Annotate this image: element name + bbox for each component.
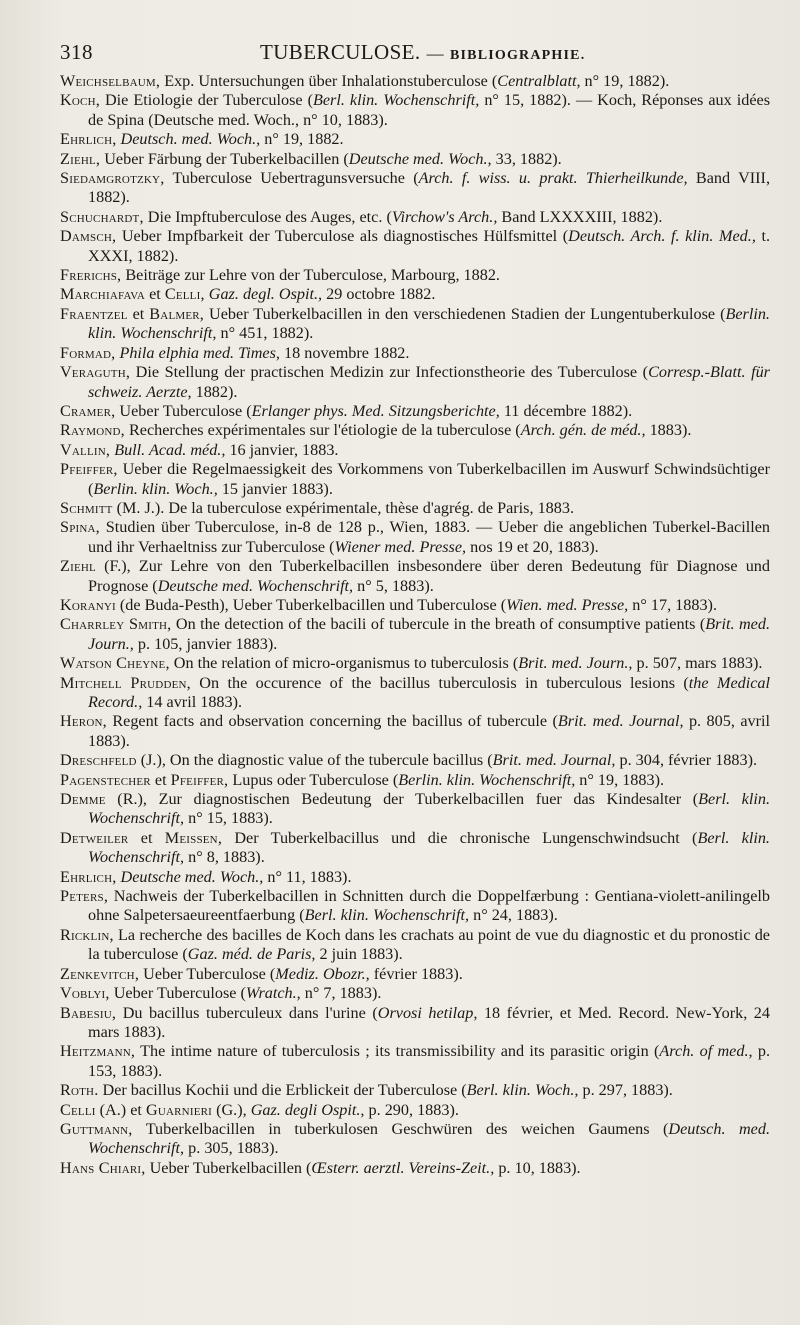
entry-text: On the occurence of the bacillus tuberculosis in tuberculous lesions (	[190, 673, 689, 692]
entry-text: 18 février, et Med. Record. New-York, 24 mars 1883).	[88, 1003, 770, 1041]
entry-author: Siedamgrotzky,	[60, 169, 165, 188]
entry-text: Recherches expérimentales sur l'étiologie de la tuberculose (	[124, 421, 521, 440]
entry-source: Brit. med. Journal,	[492, 751, 616, 770]
title-separator: —	[426, 44, 444, 63]
entry-text: t. XXXI, 1882).	[88, 227, 770, 265]
entry-source: Brit. med. Journal,	[557, 712, 684, 731]
entry-source: Brit. med. Journ.,	[518, 654, 633, 673]
entry-author: Heron,	[60, 712, 107, 731]
entry-text: p. 153, 1883).	[88, 1042, 770, 1080]
entry-text: n° 17, 1883).	[628, 595, 717, 614]
entry-source: Berlin. klin. Wochenschrift,	[88, 304, 770, 343]
entry-text: 2 juin 1883).	[315, 945, 403, 964]
entry-author: Dreschfeld	[60, 751, 137, 770]
entry-author: Raymond,	[60, 421, 125, 440]
entry-text: La recherche des bacilles de Koch dans les crachats au point de vue du diagnostic et du pronostic de la tuberculose (	[88, 925, 770, 964]
entry-author: Ehrlich,	[60, 130, 117, 149]
entry-text: (A.) et	[95, 1100, 146, 1119]
bibliography-entry	[60, 751, 770, 770]
entry-source: Virchow's Arch.,	[391, 207, 498, 226]
bibliography-entry	[60, 91, 770, 130]
bibliography-entry	[60, 72, 770, 91]
entry-text: (R.), Zur diagnostischen Bedeutung der Tuberkelbacillen fuer das Kindesalter (	[105, 790, 699, 809]
entry-author: Koranyi	[60, 595, 116, 614]
bibliography-entry	[60, 402, 770, 421]
bibliography-entry	[60, 712, 770, 751]
entry-source: Orvosi hetilap,	[377, 1003, 478, 1022]
entry-text: Exp. Untersuchungen über Inhalationstuberculose (	[160, 72, 498, 90]
page-header	[60, 38, 770, 72]
bibliography-entry	[60, 1159, 770, 1178]
entry-text: 29 octobre 1882.	[322, 285, 436, 304]
bibliography-entry	[60, 674, 770, 713]
bibliography-entry	[60, 441, 770, 460]
entry-text: Die Impftuberculose des Auges, etc. (	[143, 207, 392, 226]
entry-source: Berl. klin. Wochenschrift,	[304, 906, 470, 925]
entry-source: Gaz. méd. de Paris,	[187, 945, 316, 964]
entry-text: Studien über Tuberculose, in-8 de 128 p., Wien, 1883. — Ueber die angeblichen Tuberkel-Bacillen und ihr Verhaeltniss zur Tuberculose (	[88, 518, 770, 556]
entry-text: (F.), Zur Lehre von den Tuberkelbacillen insbesondere über deren Bedeutung für Diagnose und Prognose (	[88, 557, 770, 595]
entry-text: 14 avril 1883).	[142, 693, 243, 711]
entry-text: Beiträge zur Lehre von der Tuberculose, Marbourg, 1882.	[121, 266, 500, 285]
entry-text: p. 105, janvier 1883).	[133, 634, 278, 653]
entry-text: Lupus oder Tuberculose (	[228, 770, 399, 789]
entry-text: Band VIII, 1882).	[88, 169, 770, 207]
bibliography-entry	[60, 460, 770, 499]
entry-text: (J.), On the diagnostic value of the tubercule bacillus (	[136, 751, 493, 770]
entry-text: p. 805, avril 1883).	[88, 712, 771, 750]
entry-author: Schuchardt,	[60, 207, 144, 226]
page-number: 318	[60, 40, 93, 64]
entry-author: Balmer,	[149, 304, 205, 323]
entry-text: n° 15, 1883).	[184, 809, 273, 828]
entry-source: Berlin. klin. Woch.,	[93, 479, 218, 498]
entry-author: Veraguth,	[60, 363, 131, 382]
entry-text: nos 19 et 20, 1883).	[466, 537, 599, 556]
entry-author: Ehrlich,	[60, 867, 117, 886]
bibliography-entry	[60, 596, 770, 615]
bibliography-entry	[60, 518, 770, 557]
entry-author: Demme	[60, 790, 106, 809]
entry-text: Der Tuberkelbacillus und die chronische Lungenschwindsucht (	[222, 828, 698, 847]
bibliography-entry	[60, 499, 770, 518]
entry-author: Celli	[60, 1100, 96, 1119]
entry-source: Erlanger phys. Med. Sitzungsberichte,	[251, 401, 500, 420]
entry-author: Hans Chiari,	[60, 1158, 146, 1177]
entry-source: Wien. med. Presse,	[506, 595, 629, 614]
entry-author: Charrley Smith,	[60, 615, 172, 634]
entry-text: Ueber Tuberkelbacillen in den verschiedenen Stadien der Lungentuberkulose (	[204, 304, 726, 323]
entry-text: 16 janvier, 1883.	[225, 440, 339, 459]
entry-text: (de Buda-Pesth), Ueber Tuberkelbacillen und Tuberculose (	[115, 595, 507, 614]
entry-text: 18 novembre 1882.	[279, 343, 410, 362]
entry-text: n° 5, 1883).	[353, 576, 434, 595]
entry-source: Arch. of med.,	[659, 1042, 753, 1061]
entry-text: The intime nature of tuberculosis ; its transmissibility and its parasitic origin (	[135, 1042, 660, 1061]
entry-author: Spina,	[60, 518, 100, 537]
entry-author: Frerichs,	[60, 266, 122, 285]
bibliography-entry	[60, 1004, 770, 1043]
entry-source: Arch. f. wiss. u. prakt. Thierheilkunde,	[418, 169, 688, 188]
entry-source: Gaz. degl. Ospit.,	[208, 285, 323, 304]
bibliography-entry	[60, 1042, 770, 1081]
entry-text: Ueber die Regelmaessigkeit des Vorkommens von Tuberkelbacillen im Auswurf Schwindsüchtiger (	[88, 460, 770, 498]
entry-source: Deutsche med. Woch.,	[348, 149, 492, 168]
entry-text: Ueber Färbung der Tuberkelbacillen (	[100, 149, 349, 168]
bibliography-entry	[60, 421, 770, 440]
entry-text: et	[145, 285, 165, 304]
entry-text: p. 10, 1883).	[494, 1158, 581, 1177]
entry-text: et	[128, 828, 165, 847]
entry-text: Ueber Tuberculose (	[109, 984, 246, 1003]
entry-text: Tuberkelbacillen in tuberkulosen Geschwüren des weichen Gaumens (	[132, 1119, 669, 1138]
entry-source: Berlin. klin. Wochenschrift,	[398, 770, 576, 789]
entry-author: Detweiler	[60, 828, 129, 847]
entry-author: Ziehl,	[60, 149, 101, 168]
bibliography-entry	[60, 790, 770, 829]
bibliography-entry	[60, 654, 770, 673]
entry-author: Mitchell Prudden,	[60, 673, 191, 692]
entry-source: Berl. klin. Woch.,	[466, 1081, 579, 1100]
entry-author: Cramer,	[60, 401, 116, 420]
entry-text: et	[150, 770, 171, 789]
entry-text: 1883).	[645, 421, 692, 440]
entry-author: Roth.	[60, 1081, 99, 1100]
entry-text: n° 8, 1883).	[184, 848, 265, 867]
bibliography-entry	[60, 344, 770, 363]
bibliography-entry	[60, 150, 770, 169]
entry-author: Guarnieri	[145, 1100, 213, 1119]
entry-text: n° 7, 1883).	[300, 984, 382, 1003]
entry-text: Ueber Tuberkelbacillen (	[145, 1158, 312, 1177]
entry-source: Wratch.,	[245, 984, 301, 1003]
entry-text: 15 janvier 1883).	[217, 479, 333, 498]
entry-source: Arch. gén. de méd.,	[520, 421, 646, 440]
entry-text: Die Stellung der practischen Medizin zur Infectionstheorie des Tuberculose (	[130, 363, 649, 382]
entry-text: 1882).	[191, 382, 238, 401]
entry-text: (M. J.). De la tuberculose expérimentale, thèse d'agrég. de Paris, 1883.	[112, 498, 574, 517]
entry-author: Weichselbaum,	[60, 72, 161, 90]
entry-text: Ueber Tuberculose (	[115, 401, 252, 420]
entry-text: n° 11, 1883).	[263, 867, 352, 886]
entry-source: Deutsch. med. Woch.,	[120, 130, 261, 149]
entry-text: n° 15, 1882). — Koch, Réponses aux idées de Spina (Deutsche med. Woch., n° 10, 1883).	[88, 91, 771, 129]
bibliography-entry	[60, 130, 770, 149]
entry-text: 33, 1882).	[491, 149, 562, 168]
entry-author: Pfeiffer,	[60, 460, 118, 479]
entry-text: p. 305, 1883).	[184, 1139, 279, 1158]
entry-text: p. 507, mars 1883).	[632, 654, 763, 673]
bibliography-entry	[60, 557, 770, 596]
entry-author: Ziehl	[60, 557, 96, 576]
entry-author: Pfeiffer,	[170, 770, 229, 789]
entry-source: Phila elphia med. Times,	[119, 343, 280, 362]
entry-author: Babesiu,	[60, 1003, 117, 1022]
bibliography-entry	[60, 208, 770, 227]
bibliography-entry	[60, 829, 770, 868]
entry-text: février 1883).	[369, 964, 463, 983]
entry-text: Nachweis der Tuberkelbacillen in Schnitten durch die Doppelfærbung : Gentiana-violett-anilingelb ohne Salpetersaeureentfaerbung (	[88, 887, 770, 925]
entry-author: Pagenstecher	[60, 770, 151, 789]
entry-author: Celli,	[164, 285, 205, 304]
entry-source: Berl. klin. Wochenschrift,	[88, 790, 770, 828]
entry-source: Bull. Acad. méd.,	[114, 440, 226, 459]
entry-text: Die Etiologie der Tuberculose (	[99, 91, 313, 110]
entry-author: Formad,	[60, 343, 116, 362]
bibliography-entry	[60, 169, 770, 208]
bibliography-entry	[60, 984, 770, 1003]
bibliography-entry	[60, 363, 770, 402]
running-title	[260, 40, 585, 65]
entry-text: Du bacillus tuberculeux dans l'urine (	[116, 1003, 378, 1022]
entry-source: Deutsch. med. Wochenschrift,	[88, 1119, 771, 1158]
entry-source: Œsterr. aerztl. Vereins-Zeit.,	[311, 1158, 495, 1177]
entry-text: n° 19, 1883).	[575, 770, 665, 789]
entry-source: Berl. klin. Wochenschrift,	[88, 828, 770, 867]
bibliography-list	[60, 72, 770, 1178]
bibliography-entry	[60, 1081, 770, 1100]
entry-source: Wiener med. Presse,	[334, 537, 467, 556]
entry-author: Koch,	[60, 91, 100, 110]
bibliography-entry	[60, 615, 770, 654]
entry-author: Fraentzel	[60, 304, 128, 323]
entry-source: Brit. med. Journ.,	[88, 615, 770, 653]
entry-text: (G.),	[212, 1100, 251, 1119]
bibliography-entry	[60, 227, 770, 266]
entry-source: Deutsche med. Woch.,	[120, 867, 264, 886]
entry-text: p. 290, 1883).	[364, 1100, 459, 1119]
entry-author: Peters,	[60, 887, 109, 906]
entry-author: Zenkevitch,	[60, 964, 140, 983]
bibliography-entry	[60, 285, 770, 304]
entry-author: Watson Cheyne,	[60, 654, 170, 673]
bibliography-entry	[60, 1101, 770, 1120]
entry-source: the Medical Record.,	[88, 673, 771, 711]
running-title-subtitle: BIBLIOGRAPHIE.	[449, 48, 586, 63]
entry-text: n° 24, 1883).	[469, 906, 558, 925]
entry-text: Band LXXXXIII, 1882).	[497, 207, 663, 226]
entry-text: On the detection of the bacili of tubercule in the breath of consumptive patients (	[171, 615, 706, 634]
entry-author: Meissen,	[164, 828, 223, 847]
entry-author: Ricklin,	[60, 925, 114, 944]
entry-source: Berl. klin. Wochenschrift,	[312, 91, 480, 110]
entry-text: et	[127, 304, 150, 323]
entry-author: Voblyi,	[60, 984, 110, 1003]
entry-text: n° 19, 1882.	[260, 130, 344, 149]
entry-text: Ueber Tuberculose (	[139, 964, 276, 983]
entry-text: Der bacillus Kochii und die Erblickeit der Tuberculose (	[98, 1081, 467, 1100]
entry-author: Heitzmann,	[60, 1042, 136, 1061]
entry-source: Gaz. degli Ospit.,	[250, 1100, 365, 1119]
entry-text: 11 décembre 1882).	[499, 401, 633, 420]
entry-text: Regent facts and observation concerning the bacillus of tubercule (	[106, 712, 558, 731]
entry-author: Guttmann,	[60, 1119, 133, 1138]
entry-text: On the relation of micro-organismus to tuberculosis (	[169, 654, 519, 673]
entry-author: Damsch,	[60, 227, 117, 246]
entry-source: Corresp.-Blatt. für schweiz. Aerzte,	[88, 363, 770, 401]
entry-source: Deutsch. Arch. f. klin. Med.,	[568, 227, 756, 246]
entry-text: Ueber Impfbarkeit der Tuberculose als diagnostisches Hülfsmittel (	[116, 227, 569, 246]
bibliography-entry	[60, 305, 770, 344]
entry-text: p. 297, 1883).	[578, 1081, 673, 1100]
bibliography-entry	[60, 868, 770, 887]
bibliography-entry	[60, 771, 770, 790]
entry-author: Schmitt	[60, 498, 113, 517]
entry-text: p. 304, février 1883).	[615, 751, 758, 770]
entry-author: Marchiafava	[60, 285, 146, 304]
bibliography-entry	[60, 965, 770, 984]
bibliography-entry	[60, 887, 770, 926]
entry-author: Vallin,	[60, 440, 111, 459]
entry-source: Mediz. Obozr.,	[275, 964, 370, 983]
entry-text: n° 451, 1882).	[216, 324, 314, 343]
bibliography-entry	[60, 926, 770, 965]
running-title-main: TUBERCULOSE.	[260, 40, 421, 64]
entry-source: Deutsche med. Wochenschrift,	[157, 576, 354, 595]
bibliography-entry	[60, 1120, 770, 1159]
entry-text: n° 19, 1882).	[580, 72, 670, 90]
bibliography-entry	[60, 266, 770, 285]
entry-source: Centralblatt,	[497, 72, 581, 90]
entry-text: Tuberculose Uebertragunsversuche (	[164, 169, 419, 188]
